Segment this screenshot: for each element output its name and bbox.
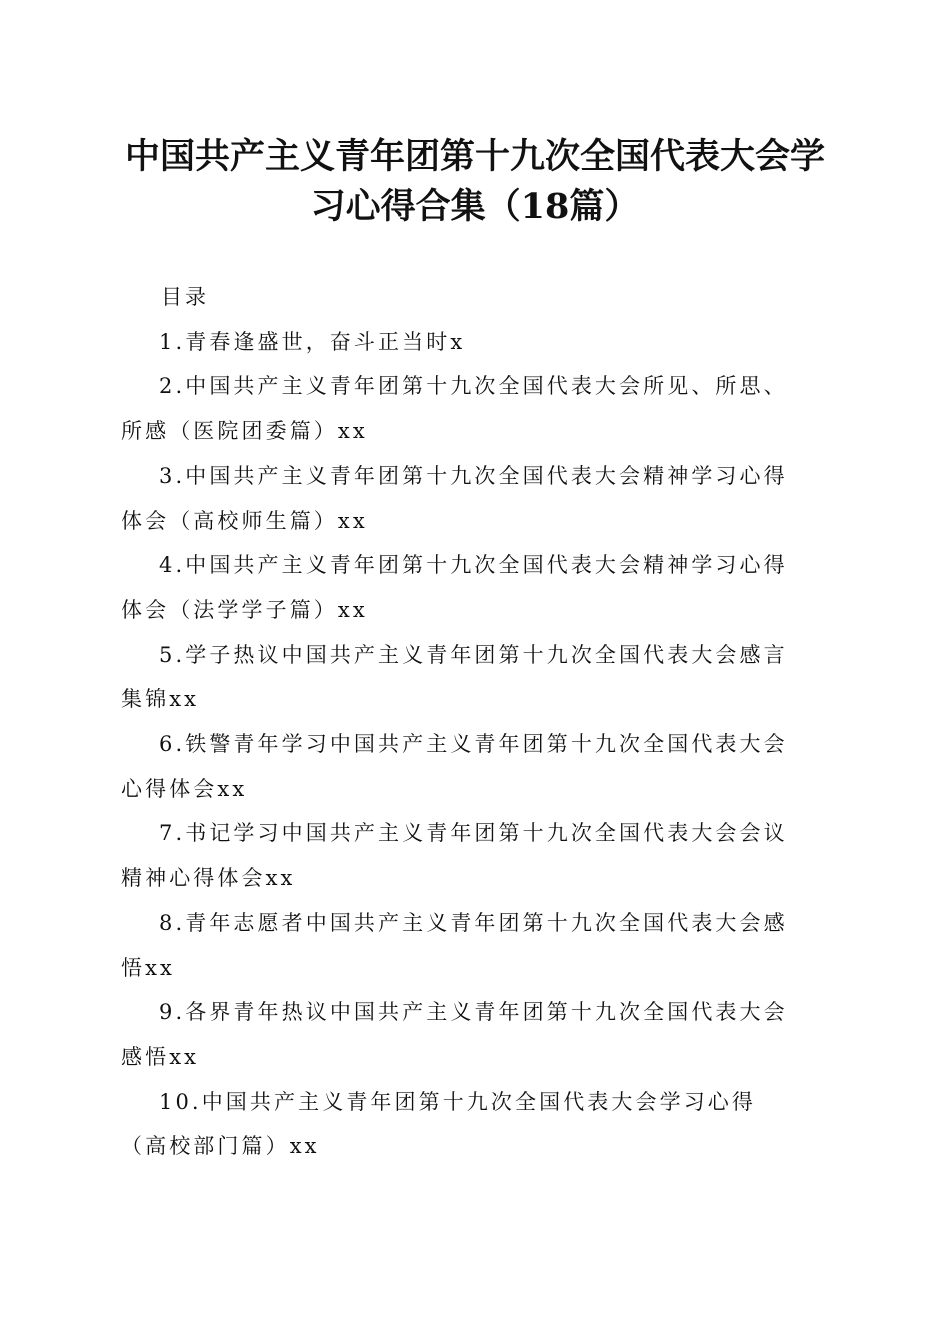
toc-item-line: 悟xx	[121, 955, 175, 980]
toc-item-4	[121, 543, 825, 632]
toc-item-6	[121, 722, 825, 811]
toc-item-line: 8.青年志愿者中国共产主义青年团第十九次全国代表大会感	[159, 910, 788, 935]
toc-item-2	[121, 364, 825, 453]
toc-item-line: 7.书记学习中国共产主义青年团第十九次全国代表大会会议	[159, 821, 788, 846]
table-of-contents	[121, 275, 825, 1169]
toc-heading: 目录	[161, 285, 209, 309]
document-title	[100, 132, 850, 232]
toc-item-line: 10.中国共产主义青年团第十九次全国代表大会学习心得	[159, 1089, 756, 1114]
toc-item-3	[121, 454, 825, 543]
toc-item-line: 所感（医院团委篇）xx	[121, 419, 368, 444]
toc-item-line: 体会（法学学子篇）xx	[121, 597, 368, 622]
toc-item-line: 心得体会xx	[121, 776, 248, 801]
toc-item-line: 6.铁警青年学习中国共产主义青年团第十九次全国代表大会	[159, 732, 788, 757]
title-line-1: 中国共产主义青年团第十九次全国代表大会学	[124, 136, 825, 177]
toc-item-9	[121, 990, 825, 1079]
toc-item-8	[121, 901, 825, 990]
toc-item-5	[121, 633, 825, 722]
toc-item-7	[121, 811, 825, 900]
toc-item-line: 4.中国共产主义青年团第十九次全国代表大会精神学习心得	[159, 553, 788, 578]
toc-item-line: 精神心得体会xx	[121, 866, 296, 891]
toc-item-line: 2.中国共产主义青年团第十九次全国代表大会所见、所思、	[159, 374, 788, 399]
toc-item-line: 集锦xx	[121, 687, 200, 712]
toc-item-line: 1.青春逢盛世，奋斗正当时x	[159, 329, 466, 354]
title-line-2: 习心得合集（18篇）	[310, 186, 640, 227]
toc-item-line: 9.各界青年热议中国共产主义青年团第十九次全国代表大会	[159, 1000, 788, 1025]
toc-item-line: 感悟xx	[121, 1044, 200, 1069]
toc-item-line: （高校部门篇）xx	[121, 1134, 320, 1159]
toc-item-10	[121, 1080, 825, 1169]
toc-item-line: 体会（高校师生篇）xx	[121, 508, 368, 533]
toc-item-1	[121, 320, 825, 365]
toc-item-line: 5.学子热议中国共产主义青年团第十九次全国代表大会感言	[159, 642, 788, 667]
toc-item-line: 3.中国共产主义青年团第十九次全国代表大会精神学习心得	[159, 463, 788, 488]
